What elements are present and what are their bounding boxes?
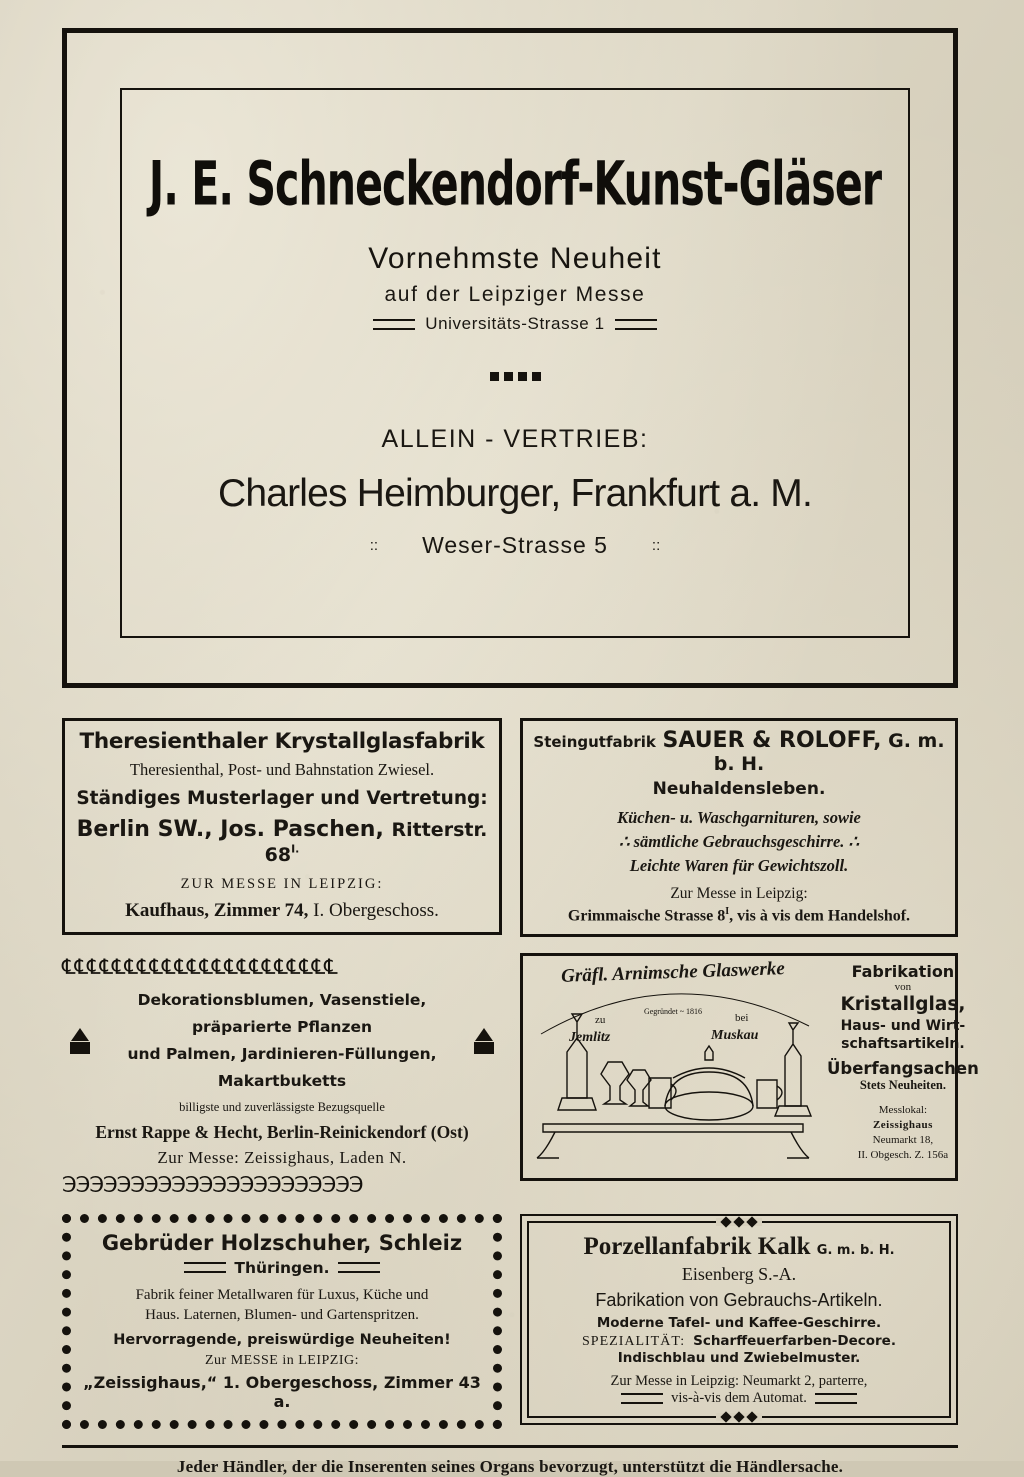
- fair-location: [827, 1103, 979, 1162]
- triangle-ornament-right-icon: [474, 1028, 494, 1054]
- footer-divider: [62, 1445, 958, 1448]
- company-legal-form: G. m. b. H.: [713, 730, 945, 775]
- ad-sauer-roloff-box: [520, 718, 958, 937]
- ad-rappe-hecht-box: [62, 953, 502, 1198]
- ad-subtitle-1: Vornehmste Neuheit: [368, 242, 662, 275]
- fair-street-sup: I: [725, 905, 730, 917]
- product-novelties: Stets Neuheiten.: [859, 1078, 946, 1093]
- ad-street: Universitäts-Strasse 1: [425, 314, 605, 333]
- glassware-illustration: [523, 956, 823, 1178]
- specialty-value-2: Indischblau und Zwiebelmuster.: [617, 1349, 861, 1366]
- specialty-value-1: Scharffeuerfarben-Decore.: [693, 1332, 896, 1349]
- product-line-1: Fabrik feiner Metallwaren für Luxus, Küche und: [135, 1286, 429, 1303]
- rule-left-icon: [373, 319, 415, 330]
- rule-right-icon: [815, 1393, 857, 1404]
- specialty-row: [537, 1333, 941, 1350]
- ad-porzellanfabrik-kalk: [520, 1214, 958, 1430]
- ad-rappe-hecht: [62, 953, 502, 1198]
- glassware-engraving-icon: [523, 956, 823, 1178]
- logo-bei-label: bei: [735, 1012, 749, 1025]
- ad-arnimsche-box: [520, 953, 979, 1181]
- ads-row-1: [62, 718, 958, 937]
- fair-street: Neumarkt 18,: [872, 1133, 934, 1146]
- tagline: billigste und zuverlässigste Bezugsquelle: [179, 1099, 385, 1114]
- product-text: [100, 987, 464, 1096]
- fair-location: [75, 900, 489, 922]
- rule-left-icon: [621, 1393, 663, 1404]
- company-name: Ernst Rappe & Hecht, Berlin-Reinickendorf (Ost): [95, 1121, 469, 1142]
- company-name: Theresienthaler Krystallglasfabrik: [79, 729, 485, 754]
- logo-place-1: Jemlitz: [569, 1030, 611, 1046]
- ad-kalk-box: [520, 1214, 958, 1425]
- product-description: [81, 1285, 483, 1326]
- company-city: [532, 779, 946, 799]
- fair-line-2: [537, 1390, 941, 1407]
- agent-address: [75, 817, 489, 867]
- ad-distributor-address: [122, 532, 908, 559]
- ornament-border-top-icon: ℄℄℄℄℄℄℄℄℄℄℄℄℄℄℄℄℄℄℄℄℄℄: [62, 955, 337, 980]
- company-name: Gebrüder Holzschuher, Schleiz: [101, 1230, 463, 1255]
- agent-street: Ritterstr. 68: [264, 819, 488, 866]
- product-modern: Moderne Tafel- und Kaffee-Geschirre.: [596, 1314, 882, 1331]
- ad-theresienthaler-box: [62, 718, 502, 935]
- company-prefix: Steingutfabrik: [533, 733, 656, 751]
- agent-street-sup: I.: [291, 842, 300, 856]
- footer-note: Jeder Händler, der die Inserenten seines Organs bevorzugt, unterstützt die Händlersache.: [176, 1457, 844, 1477]
- company-region: [81, 1259, 483, 1277]
- product-line-2: ∴ sämtliche Gebrauchsgeschirre. ∴: [618, 831, 860, 851]
- product-crystal: Kristallglas,: [840, 994, 966, 1016]
- ad-arnimsche-glaswerke: [520, 953, 979, 1198]
- product-line-1: Küchen- u. Waschgarnituren, sowie: [617, 808, 861, 827]
- triangle-ornament-left-icon: [70, 1028, 90, 1054]
- fair-label: Zur Messe in Leipzig:: [670, 884, 808, 902]
- ads-grid: [62, 718, 979, 1477]
- ad-address-line: [122, 314, 908, 334]
- logo-founded-text: Gegründet ~ 1816: [643, 1007, 703, 1017]
- ad-distributor-street: Weser-Strasse 5: [422, 532, 608, 558]
- ornament-left-icon: ::: [369, 537, 379, 554]
- fair-label: Messlokal:: [878, 1104, 928, 1117]
- fair-address: [532, 906, 946, 925]
- region-name: Thüringen.: [234, 1258, 330, 1277]
- production-of: von: [894, 981, 912, 994]
- rule-right-icon: [615, 319, 657, 330]
- ad-body: [62, 981, 502, 1172]
- fair-venue: Zeissighaus: [872, 1118, 933, 1131]
- company-city: Eisenberg S.-A.: [681, 1263, 797, 1284]
- ad-distributor-name: Charles Heimburger, Frankfurt a. M.: [217, 472, 813, 515]
- ad-schneckendorf-inner-frame: [120, 88, 910, 638]
- fair-street: Grimmaische Strasse 8: [567, 907, 726, 925]
- product-line-1: Dekorationsblumen, Vasenstiele, präparierte Pflanzen: [137, 991, 427, 1037]
- showroom-label: Ständiges Musterlager und Vertretung:: [76, 788, 488, 809]
- page-content: [62, 28, 979, 1477]
- ad-holzschuher-box: [62, 1214, 502, 1430]
- ad-holzschuher: [62, 1214, 502, 1430]
- ad-schneckendorf: [62, 28, 958, 688]
- logo-place-2: Muskau: [711, 1028, 759, 1044]
- company-name: [537, 1233, 941, 1261]
- fair-label: Zur MESSE in LEIPZIG:: [205, 1353, 359, 1369]
- diamond-ornament-bottom-icon: [522, 1408, 956, 1426]
- diamond-ornament-top-icon: [522, 1213, 956, 1231]
- fair-street-note: , vis à vis dem Handelshof.: [729, 907, 911, 925]
- ad-sauer-roloff: [520, 718, 958, 937]
- company-legal-form: G. m. b. H.: [816, 1242, 895, 1258]
- specialty-label: SPEZIALITÄT:: [582, 1333, 686, 1349]
- fair-room: II. Obgesch. Z. 156a: [857, 1148, 949, 1161]
- ad-distribution-label: ALLEIN - VERTRIEB:: [381, 425, 649, 453]
- fair-address: „Zeissighaus,“ 1. Obergeschoss, Zimmer 43 a.: [83, 1373, 481, 1412]
- product-line-3: Leichte Waren für Gewichtszoll.: [629, 855, 849, 875]
- company-name: [532, 728, 946, 775]
- rule-left-icon: [184, 1262, 226, 1273]
- ads-row-2: [62, 953, 979, 1198]
- production-label: Fabrikation: [851, 962, 955, 982]
- product-line-2: Haus. Laternen, Blumen- und Gartenspritzen.: [145, 1306, 419, 1323]
- ornament-right-icon: ::: [651, 537, 661, 554]
- product-household: Haus- und Wirt-schaftsartikeln.: [840, 1018, 966, 1052]
- ad-subtitle-2: auf der Leipziger Messe: [384, 283, 646, 306]
- fair-floor: I. Obergeschoss.: [313, 900, 439, 921]
- logo-zu-label: zu: [595, 1014, 606, 1027]
- fair-line-1: Zur Messe in Leipzig: Neumarkt 2, parterre,: [610, 1372, 868, 1389]
- city-name: Neuhaldensleben: [652, 779, 819, 799]
- fair-room: Kaufhaus, Zimmer 74,: [125, 900, 309, 921]
- ad-kalk-inner: [527, 1221, 951, 1418]
- novelties-note: Hervorragende, preiswürdige Neuheiten!: [113, 1332, 451, 1349]
- company-title: Porzellanfabrik Kalk: [583, 1232, 811, 1260]
- fair-label: ZUR MESSE IN LEIPZIG:: [180, 876, 384, 892]
- ad-arnimsche-text: [823, 956, 983, 1178]
- product-line-2: und Palmen, Jardinieren-Füllungen, Makartbuketts: [127, 1045, 437, 1091]
- ad-title: J. E. Schneckendorf-Kunst-Gläser: [148, 148, 882, 220]
- production-line: Fabrikation von Gebrauchs-Artikeln.: [595, 1289, 883, 1310]
- agent-name: Berlin SW., Jos. Paschen,: [76, 817, 384, 842]
- company-title: SAUER & ROLOFF,: [662, 728, 882, 753]
- logo-company-name: Gräfl. Arnimsche Glaswerke: [560, 958, 786, 987]
- company-location: Theresienthal, Post- und Bahnstation Zwiesel.: [129, 760, 435, 779]
- fair-location: Zur Messe: Zeissighaus, Laden N.: [157, 1147, 407, 1167]
- ornament-border-bottom-icon: ℈℈℈℈℈℈℈℈℈℈℈℈℈℈℈℈℈℈℈℈℈℈: [62, 1169, 363, 1194]
- product-overlay: Überfangsachen: [827, 1059, 979, 1079]
- ad-theresienthaler: [62, 718, 502, 937]
- product-lines: [70, 987, 494, 1096]
- square-divider-icon: [122, 372, 908, 381]
- city-period: .: [818, 779, 826, 799]
- ads-row-3: [62, 1214, 958, 1430]
- fair-note: vis-à-vis dem Automat.: [671, 1389, 807, 1406]
- rule-right-icon: [338, 1262, 380, 1273]
